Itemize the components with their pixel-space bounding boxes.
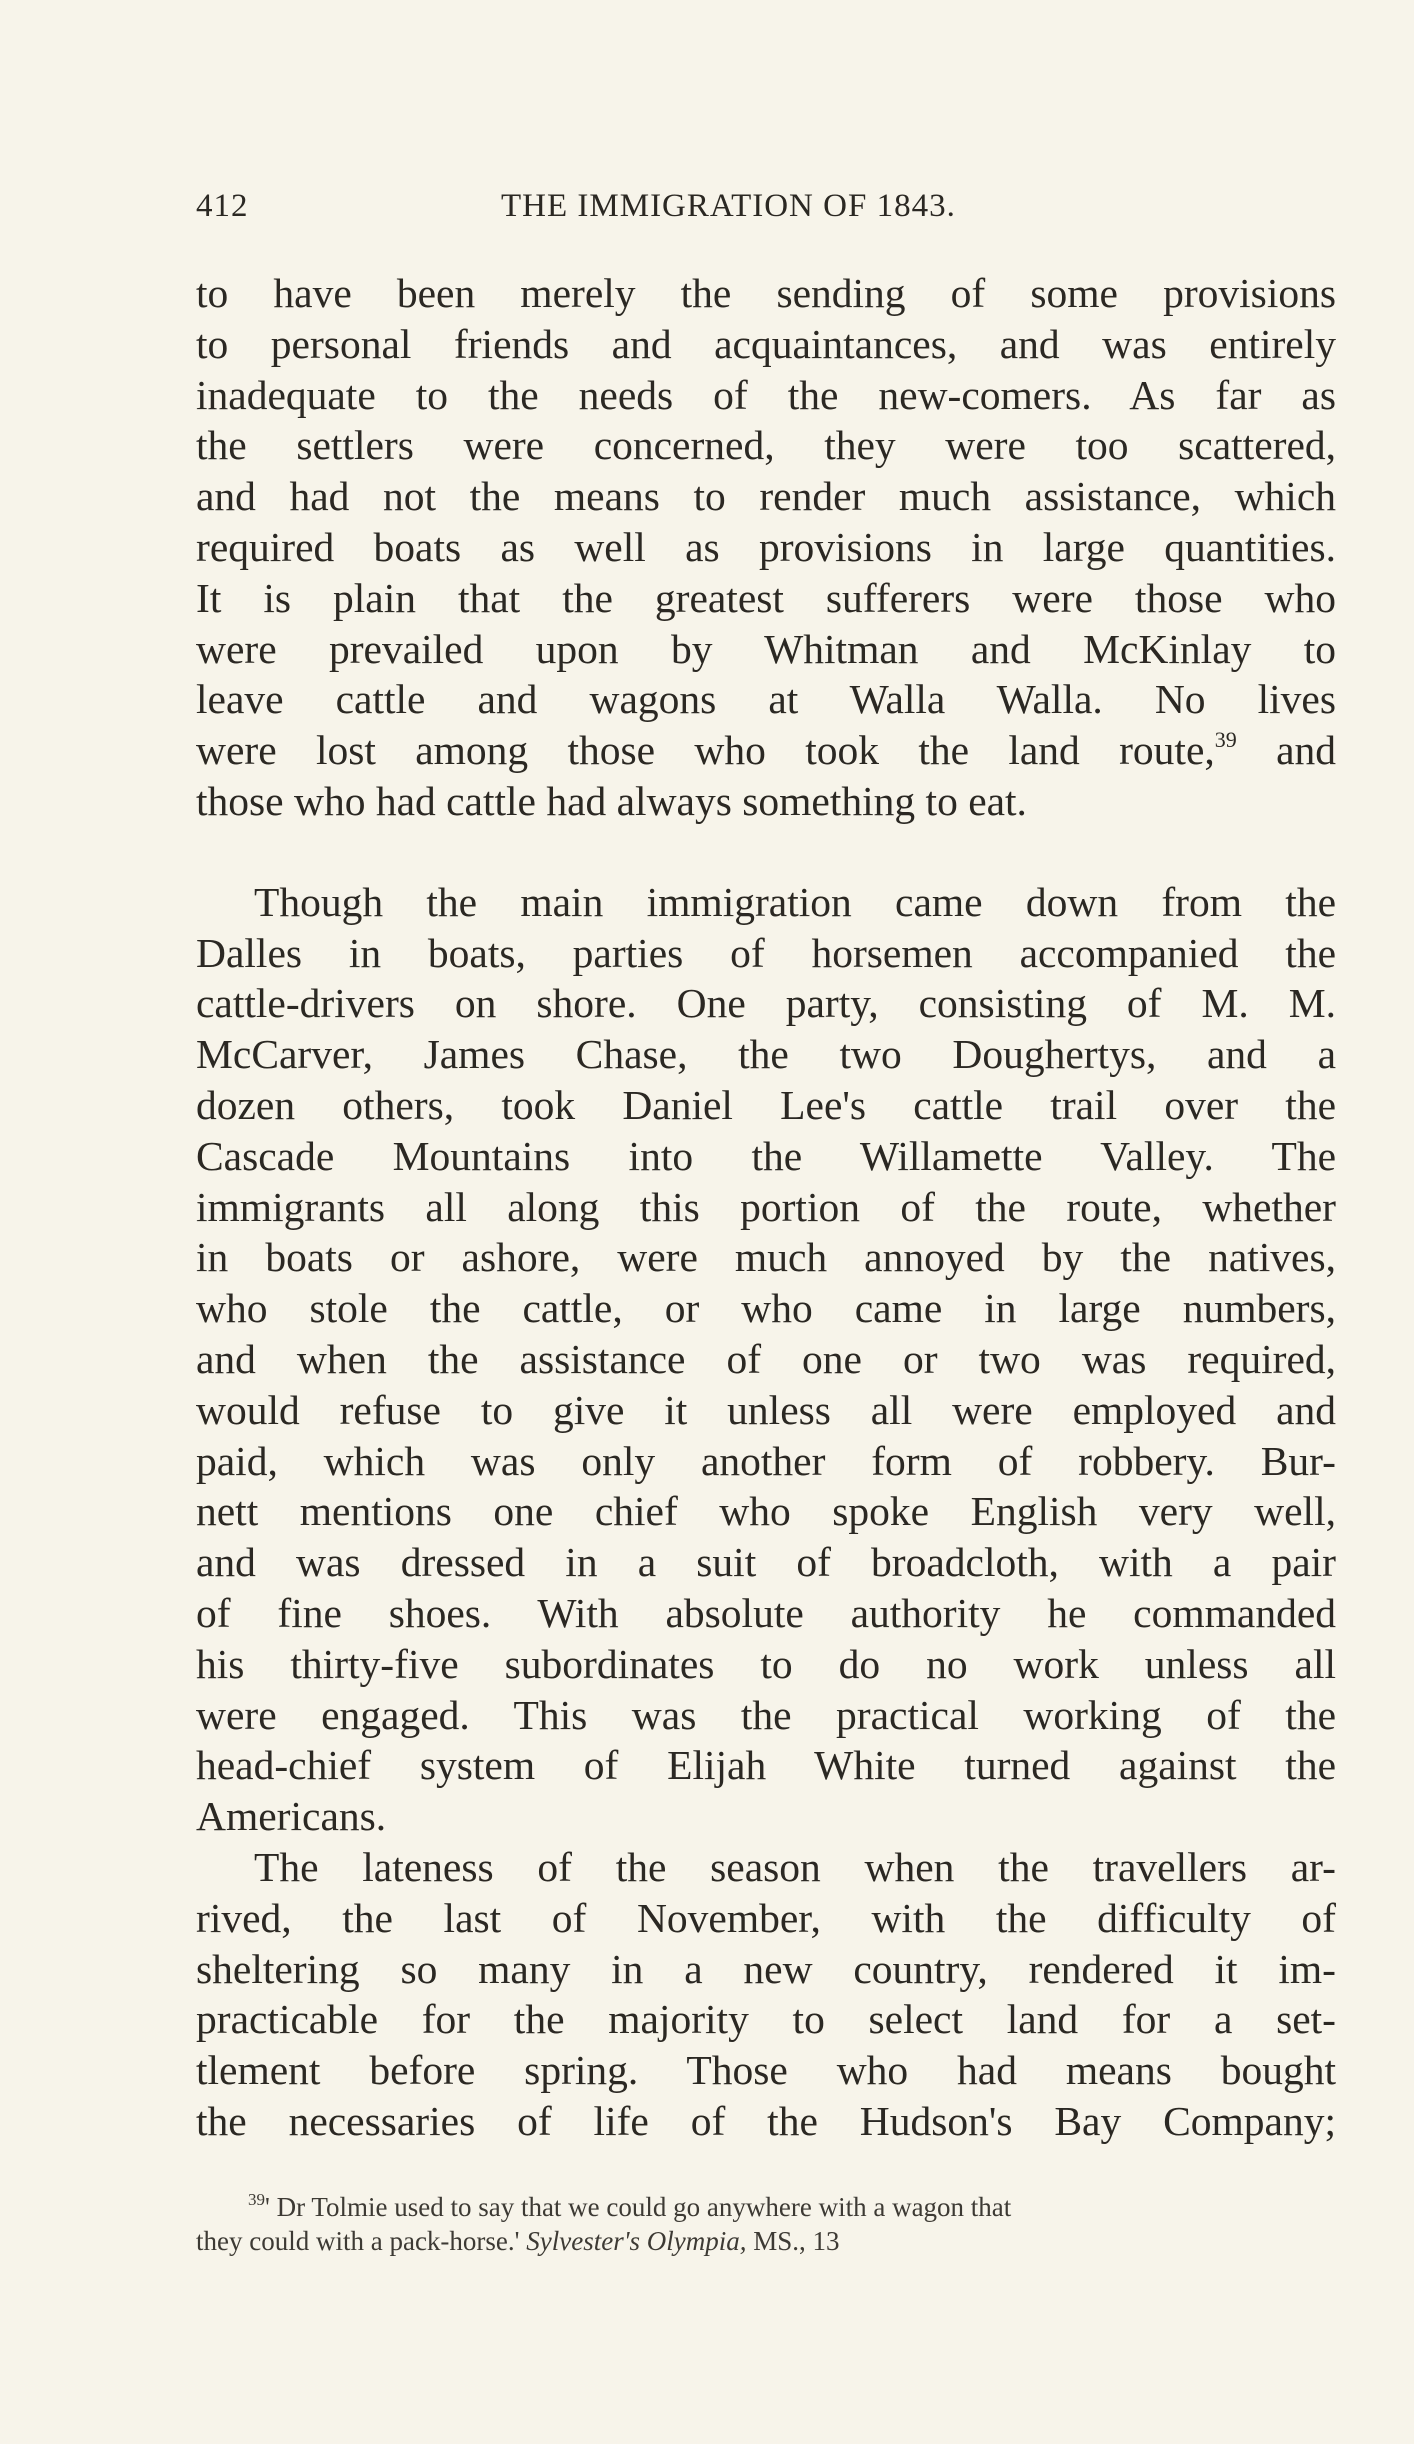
text-line: Dalles in boats, parties of horsemen accompanied the (196, 929, 1336, 976)
running-title: THE IMMIGRATION OF 1843. (501, 188, 956, 224)
text-line: It is plain that the greatest sufferers were those who (196, 574, 1336, 621)
text-line-with-note (196, 725, 1336, 776)
text-line: to personal friends and acquaintances, and was entirely (196, 320, 1336, 367)
text-line: required boats as well as provisions in large quantities. (196, 523, 1336, 570)
text-line: practicable for the majority to select land for a set- (196, 1996, 1336, 2043)
text-line: cattle-drivers on shore. One party, consisting of M. M. (196, 980, 1336, 1027)
paragraph-2 (196, 877, 1336, 1842)
footnote-number: 39 (248, 2190, 265, 2209)
text-line: The lateness of the season when the travellers ar- (254, 1843, 1336, 1890)
footnote-text: MS., 13 (746, 2226, 840, 2256)
footnote-line (196, 2190, 1336, 2224)
text-line: sheltering so many in a new country, rendered it im- (196, 1945, 1336, 1992)
text-line: leave cattle and wagons at Walla Walla. No lives (196, 676, 1336, 723)
text-segment: were lost among those who took the land route, (196, 727, 1215, 774)
text-line: to have been merely the sending of some provisions (196, 270, 1336, 316)
text-line: in boats or ashore, were much annoyed by the natives, (196, 1234, 1336, 1281)
text-line: and was dressed in a suit of broadcloth, with a pair (196, 1539, 1336, 1586)
text-line: inadequate to the needs of the new-comers. As far as (196, 371, 1336, 418)
text-line: and had not the means to render much assistance, which (196, 473, 1336, 520)
text-line: head-chief system of Elijah White turned against the (196, 1742, 1336, 1789)
text-line: would refuse to give it unless all were employed and (196, 1386, 1336, 1433)
text-line: the necessaries of life of the Hudson's Bay Company; (196, 2097, 1336, 2144)
body-text (196, 268, 1336, 2147)
text-line: and when the assistance of one or two was required, (196, 1335, 1336, 1382)
text-line: nett mentions one chief who spoke English very well, (196, 1488, 1336, 1535)
running-header (196, 188, 1336, 232)
footnote-source-title: Sylvester's Olympia, (526, 2226, 747, 2256)
paragraph-3 (196, 1842, 1336, 2147)
text-line: the settlers were concerned, they were too scattered, (196, 422, 1336, 469)
text-line: tlement before spring. Those who had means bought (196, 2047, 1336, 2094)
paragraph-1 (196, 268, 1336, 827)
text-line: were engaged. This was the practical working of the (196, 1691, 1336, 1738)
text-line: rived, the last of November, with the difficulty of (196, 1894, 1336, 1941)
footnote-text: they could with a pack-horse.' (196, 2226, 527, 2256)
footnote-text: ' Dr Tolmie used to say that we could go anywhere with a wagon that (265, 2192, 1012, 2222)
text-line: were prevailed upon by Whitman and McKinlay to (196, 625, 1336, 672)
text-line: who stole the cattle, or who came in large numbers, (196, 1285, 1336, 1332)
page-number: 412 (196, 188, 249, 224)
text-line: Cascade Mountains into the Willamette Valley. The (196, 1132, 1336, 1179)
footnote-reference: 39 (1214, 727, 1237, 753)
text-line: his thirty-five subordinates to do no work unless all (196, 1640, 1336, 1687)
text-segment: and (1236, 727, 1337, 774)
text-line: Americans. (196, 1793, 387, 1840)
text-line: McCarver, James Chase, the two Doughertys, and a (196, 1031, 1336, 1078)
paragraph-gap (196, 827, 1336, 877)
footnote-line (196, 2224, 1336, 2258)
text-line: those who had cattle had always something to eat. (196, 777, 1027, 824)
text-line: of fine shoes. With absolute authority he commanded (196, 1589, 1336, 1636)
text-line: dozen others, took Daniel Lee's cattle trail over the (196, 1081, 1336, 1128)
footnote-area (196, 2190, 1336, 2258)
text-line: immigrants all along this portion of the route, whether (196, 1183, 1336, 1230)
text-line: paid, which was only another form of robbery. Bur- (196, 1437, 1336, 1484)
text-line: Though the main immigration came down from the (254, 878, 1336, 925)
